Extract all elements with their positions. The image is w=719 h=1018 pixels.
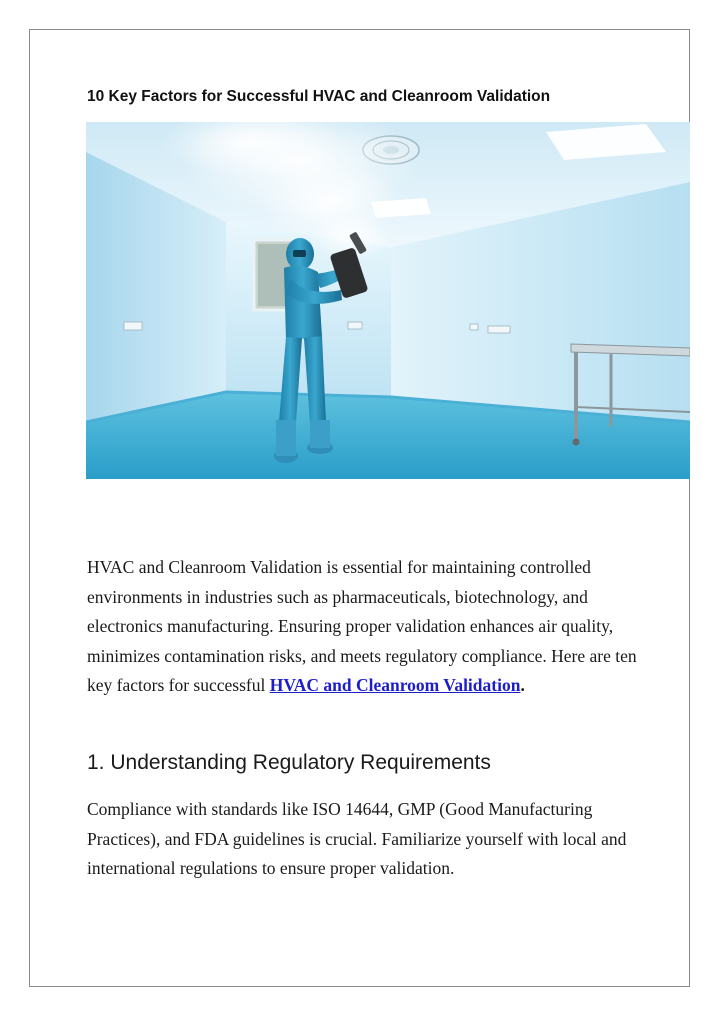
- section-body: Compliance with standards like ISO 14644, GMP (Good Manufacturing Practices), and FDA guidelines is crucial. Familiarize yourself with local and international regulations to ensure proper validation.: [87, 799, 627, 878]
- intro-text: HVAC and Cleanroom Validation is essential for maintaining controlled environments in industries such as pharmaceuticals, biotechnology, and electronics manufacturing. Ensuring proper validation enhances air quality, minimizes contamination risks, and meets regulatory compliance. Here are ten key factors for successful: [87, 557, 637, 695]
- intro-period: .: [520, 675, 525, 695]
- section-heading: 1. Understanding Regulatory Requirements: [87, 751, 491, 774]
- document-title: 10 Key Factors for Successful HVAC and Cleanroom Validation: [87, 88, 551, 105]
- intro-paragraph: [87, 553, 647, 701]
- hvac-validation-link[interactable]: HVAC and Cleanroom Validation: [269, 675, 521, 695]
- cleanroom-photo: [86, 122, 690, 479]
